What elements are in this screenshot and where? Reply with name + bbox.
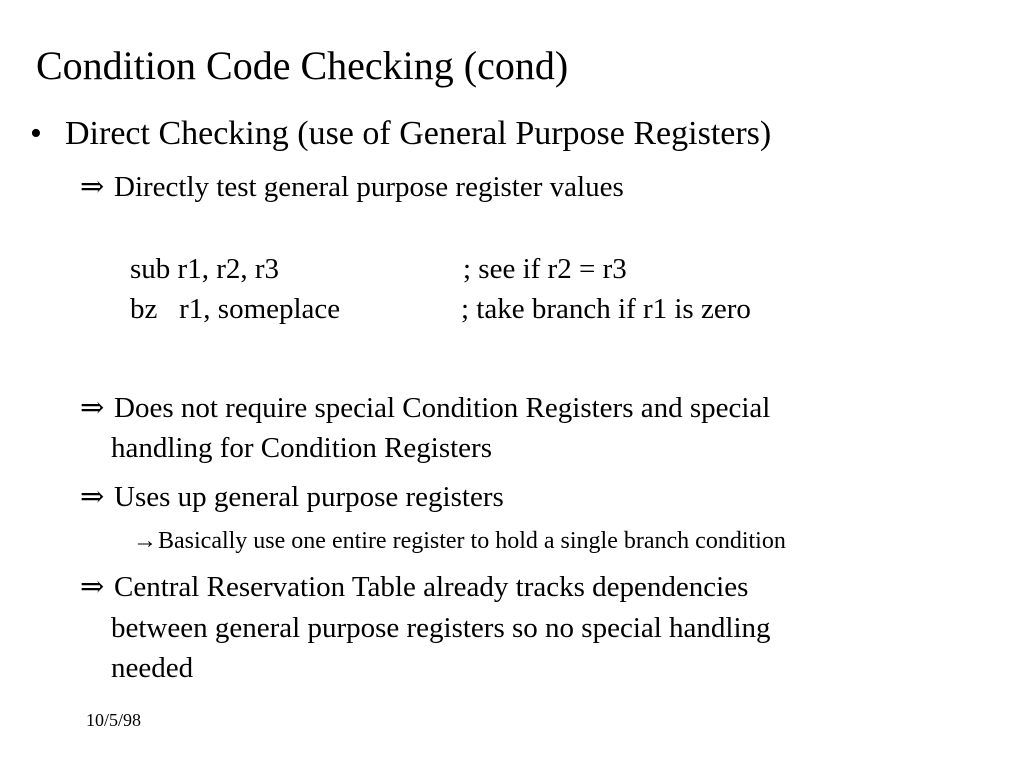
point-4 <box>80 567 748 607</box>
main-bullet: Direct Checking (use of General Purpose Registers) <box>65 115 772 152</box>
point-1 <box>80 167 624 207</box>
point-1-text: Directly test general purpose register values <box>114 171 624 203</box>
point-2-text-line-2: handling for Condition Registers <box>111 432 492 464</box>
point-2-text-line-1: Does not require special Condition Registers and special <box>114 392 771 424</box>
code-line-1-comment: ; see if r2 = r3 <box>463 253 627 285</box>
slide-title: Condition Code Checking (cond) <box>36 43 569 88</box>
point-3-text: Uses up general purpose registers <box>114 481 504 513</box>
point-3-sub <box>133 525 786 557</box>
right-arrow-icon: → <box>133 528 157 554</box>
point-4-text-line-2: between general purpose registers so no special handling <box>111 612 771 644</box>
footer-date: 10/5/98 <box>86 710 142 730</box>
implies-arrow-icon: ⇒ <box>80 392 105 424</box>
implies-arrow-icon: ⇒ <box>80 171 105 203</box>
implies-arrow-icon: ⇒ <box>80 571 105 603</box>
point-3 <box>80 477 504 517</box>
bullet-symbol: • <box>30 115 42 152</box>
point-2 <box>80 388 770 428</box>
implies-arrow-icon: ⇒ <box>80 481 105 513</box>
code-line-1-instr: sub r1, r2, r3 <box>130 253 280 285</box>
point-4-text-line-3: needed <box>111 652 194 684</box>
point-4-text-line-1: Central Reservation Table already tracks dependencies <box>114 571 749 603</box>
code-line-2-comment: ; take branch if r1 is zero <box>461 293 751 325</box>
point-3-sub-text: Basically use one entire register to hold a single branch condition <box>158 528 786 554</box>
code-line-2-instr: bz r1, someplace <box>130 293 341 325</box>
